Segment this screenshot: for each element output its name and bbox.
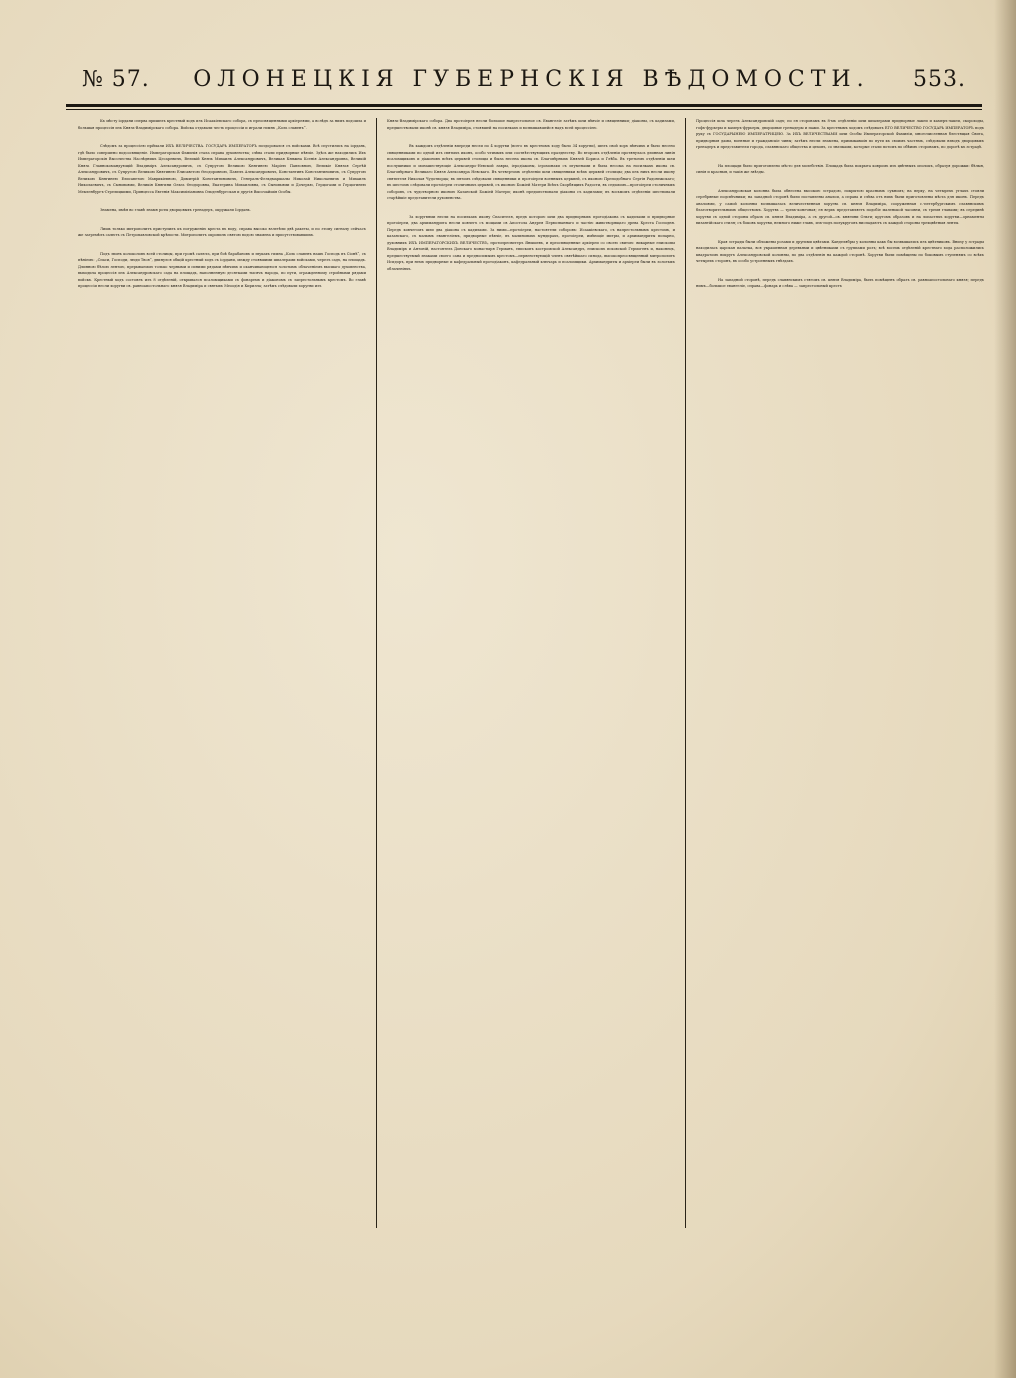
paragraph: Слѣдомъ за процессіею пріѣхали ИХЪ ВЕЛИЧЕСТВА. ГОСУДАРЬ ИМПЕРАТОРЪ поздоровался съ войсками. Всѣ спустились на іордань, гдѣ было совершено водоосвященіе. Императорская Фамилія стала справа духовенства; слѣва стали придворные пѣвчіе. Здѣсь же находились Ихъ Императорскія Высочества Наслѣдникъ Цесаревичъ, Великій Князь Михаилъ Александровичъ, Великая Княжна Ксенія Александровна, Великій Князь Главнокомандующій Владиміръ Александровичъ, съ Супругою Великою Княгинею Маріею Павловною, Великіе Князья Сергѣй Александровичъ, съ Супругою Великою Княгинею Елисаветою Ѳеодоровною, Павелъ Александровичъ, Константинъ Константиновичъ, съ Супругою Великою Княгинею Елисаветою Маврикіевною, Димитрій Константиновичъ, Генералъ-Фельдмаршалы Николай Николаевичъ и Михаилъ Николаевичъ, съ Сыновьями, Великія Княгини Ольга Ѳеодоровна, Екатерина Михаиловна, съ Сыновьями и Дочерью, Герцогами и Герцогинею Мекленбургъ-Стрелицкими, Принцесса Евгенія Максиміліановна Ольденбургская и другія Высочайшія Особы. bbox=[78, 144, 366, 194]
paragraph: Подъ звонъ колоколовъ всей столицы, при громѣ салюта, при боѣ барабановъ и звукахъ гимна „Коль славенъ нашъ Господь въ Сіонѣ“, съ пѣніемъ: „Спаси, Господи, люди Твоя“, двинулся общій крестный ходъ съ іордани, между стоявшими шпалерами войсками, черезъ садъ, на площадь. Длинною бѣлою лентою, прерываемою только черными и синими рядами пѣвчихъ и оканчивающеюся золотымъ облаченіемъ высшаго духовенства, выходила процессія изъ Александровскаго сада на площадь, наполненную десятками тысячъ народа, по пути, огражденному стройными рядами войскъ. Крестный ходъ состоялъ изъ 8 отдѣленій, открывался псаломщиками съ фонаремъ и діакономъ съ запрестольнымъ крестомъ. Во главѣ процессіи несли хоругви св. равноапостольнаго князя Владиміра и святыхъ Меѳодія и Кирилла; затѣмъ слѣдовали хоругви изъ bbox=[78, 251, 366, 288]
header-rule-thick bbox=[66, 104, 982, 107]
newspaper-title: ОЛОНЕЦКІЯ ГУБЕРНСКІЯ ВѢДОМОСТИ. bbox=[193, 66, 870, 92]
paragraph: Края эстрады были обложены розами и другими цвѣтами. Канделябры у колонны какъ бы возвышались изъ цвѣтниковъ. Внизу у эстрады находилась царская палатка, вся украшенная деревьями и цвѣтниками съ группами розъ; всѣ восемь отдѣленій крестнаго хода расположились квадратомъ вокругъ Александровской колонны, по два отдѣленія на каждой сторонѣ. Хоругви были помѣщены по боковымъ ступенямъ со всѣхъ четырехъ сторонъ, въ особо устроенныхъ гнѣздахъ. bbox=[696, 239, 984, 263]
paragraph: Александровская колонна была обнесена высокою эстрадою, покрытою краснымъ сукномъ; на верху, на четырехъ углахъ стояли серебряные подсвѣчники; на западной сторонѣ были поставлены аналои, а справа и слѣва отъ нихъ были приготовлены мѣста для иконъ. Передъ аналоями, у самой колонны возвышалась величественная хоругвь св. князя Владиміра, сооруженная с.-петербургскимъ славянскимъ благотворительнымъ обществомъ. Хоругвь — трехъ-конечная; ея верхъ представляетъ подобіе маленькой часовни, съ тремя главами; въ серединѣ хоругви съ одной стороны образъ св. князя Владиміра, а съ другой—св. княгини Ольги; кругомъ образовъ и на лопастяхъ хоругви—орнаменты византійскаго стиля; съ боковъ хоругви, немного ниже главъ, изъ-подъ полукруговъ ниспадаютъ съ каждой стороны трехцвѣтныя ленты. bbox=[696, 188, 984, 225]
paragraph: На западной сторонѣ, передъ славянскимъ стягомъ св. князя Владиміра, былъ помѣщенъ образъ св. равноапостольнаго князя; передъ нимъ—большое евангеліе, справа—фонарь и слѣва — запрестольный крестъ bbox=[696, 277, 984, 288]
page-edge-shadow bbox=[994, 0, 1016, 1378]
paragraph: За хоругвями несли на посилкахъ икону Спасителя, предъ которою шли два придворныхъ протодіакона съ кадилами и придворные протоіереи, два архимандрита несли ковчегъ съ мощами св Апостола Андрея Первозваннаго и частію животворящаго древа Креста Господня. Передъ ковчегомъ шли два діакона съ кадилами. За ними—протоіереи, настоятели соборовъ: Исаакіевскаго, съ напрестольнымъ крестомъ, и казанскаго, съ малымъ евангеліемъ, придворные пѣвчіе, въ малиновыхъ мундирахъ, протоіереи, имѣющіе митры, и архимандриты попарно, духовникъ ИХЪ ИМПЕРАТОРСКИХЪ ВЕЛИЧЕСТВЪ, протопресвитеръ Янышевъ, и преосвященные архіереи со своею свитою: викарные епископы Владиміръ и Антоній, настоятель Донскаго монастыря Германъ, епископъ костромской Александръ, епископъ псковской Гермогенъ и, наконецъ, предшествуемый знаками своего сана и предносимымъ крестомъ—первенствующій членъ святѣйшаго синода, высокопреосвященный митрополитъ Исидоръ, при немъ придворные и кафедральный протодіаконъ, кафедральный ключарь и псаломщики. Архимандриты и архіереи были въ золотыхъ облаченіяхъ. bbox=[387, 214, 675, 271]
paragraph: Въ каждомъ отдѣленіи впереди несли по 4 хоругви (всего въ крестномъ ходу было 34 хоругви), шелъ свой хоръ пѣвчихъ и было несено священниками по одной изъ святыхъ иконъ, особо чтимыхъ или соотвѣтствующихъ празднеству. Во второмъ отдѣленіи протянулась длинная линія псаломщиковъ и діаконовъ всѣхъ церквей столицы и была несена икона св. Благовѣрныхъ Князей Бориса и Глѣба. Въ третьемъ отдѣленіи шли послушники и монашествующіе Александро-Невской лавры, іеродіаконы, іеромонахи съ игуменами и была несома на носилкахъ икона св. Благовѣрнаго Великаго Князя Александра Невскаго. Въ четвертомъ отдѣленіи шли священники всѣхъ церквей столицы; два изъ нихъ несли икону святителя Николая Чудотворца; въ пятомъ слѣдовали священники и протоіереи военныхъ церквей, съ иконою Преподобнаго Сергія Радонежскаго; въ шестомъ слѣдовали протоіереи столичныхъ церквей, съ иконою Божіей Матери Всѣхъ Скорбящихъ Радости, въ седьмомъ—протоіереи столичныхъ соборовъ, съ чудотворною иконою Казанской Божіей Матери; иконѣ предшествовали діаконы съ кадилами; въ восьмомъ отдѣленіи шествовали старѣйшіе представители духовенства. bbox=[387, 144, 675, 200]
page-number: 553. bbox=[913, 66, 966, 92]
paragraph: Къ мѣсту іордани сперва пришелъ крестный ходъ изъ Исаакіевскаго собора, съ преосвященными архіереями, а вслѣдъ за нимъ подошла и большая процессія изъ Князь-Владимірскаго собора. Войска отдавали честь процессіи и играли гимнъ „Коль славенъ“. bbox=[78, 119, 366, 130]
paragraph: Лишь только митрополитъ приступилъ къ погруженію креста въ воду, справа высоко взлетѣли двѣ ракеты, и по этому сигналу сейчасъ же загремѣлъ салютъ съ Петропавловской крѣпости. Митрополитъ окропилъ святою водою знамена и присутствовавшихъ. bbox=[78, 226, 366, 237]
column-2 bbox=[387, 118, 675, 1258]
paragraph: На площади было приготовлено мѣсто для молебствія. Площадь была покрыта ковромъ изъ цвѣтныхъ ополокъ, образуя дорожки: бѣлыя, синія и красныя, и такія же звѣзды. bbox=[696, 163, 984, 174]
column-divider bbox=[376, 118, 377, 1228]
column-1 bbox=[78, 118, 366, 1258]
column-divider bbox=[685, 118, 686, 1228]
paragraph: Знамена, имѣя во главѣ знамя роты дворцовыхъ гренадеръ, окружали Іордань. bbox=[100, 208, 251, 212]
column-3 bbox=[696, 118, 984, 1258]
header-rule-thin bbox=[66, 109, 982, 110]
page-header bbox=[82, 62, 966, 96]
paragraph: Процессія шла черезъ Александровскій садъ; по ея сторонамъ въ 8-мъ отдѣленіи шли шпалерами придворные лакеи и камеръ-лакеи, скороходы, гофъ-фурьеры и камеръ-фурьеры, дворцовые гренадеры и пажи. За крестнымъ ходомъ слѣдовалъ ЕГО ВЕЛИЧЕСТВО ГОСУДАРЬ ИМПЕРАТОРЪ подъ руку съ ГОСУДАРЫНЕЮ ИМПЕРАТРИЦЕЮ. За ИХЪ ВЕЛИЧЕСТВАМИ шли Особы Императорской Фамиліи, многочисленная блестящая Свита, придворныя дамы, военные и гражданскіе чины; затѣмъ несли знамена, примыкавшія по пути къ своимъ частямъ, слѣдовали взводъ дворцовыхъ гренадеръ и представители города, славянскаго общества и цеховъ, со значками, которые стали потомъ по обѣимъ сторонамъ, по дорогѣ къ эстрадѣ. bbox=[696, 119, 984, 149]
text-columns bbox=[78, 118, 984, 1258]
paragraph: Князь-Владимірскаго собора. Два протоіерея несли большое напрестольное св. Евангеліе затѣмъ шли пѣвчіе и священники; діаконы, съ кадилами, предшествовали иконѣ св. князя Владиміра, стоявшей на посилкахъ и возвышавшейся надъ всей процессіею. bbox=[387, 119, 675, 130]
issue-number: № 57. bbox=[82, 66, 150, 92]
